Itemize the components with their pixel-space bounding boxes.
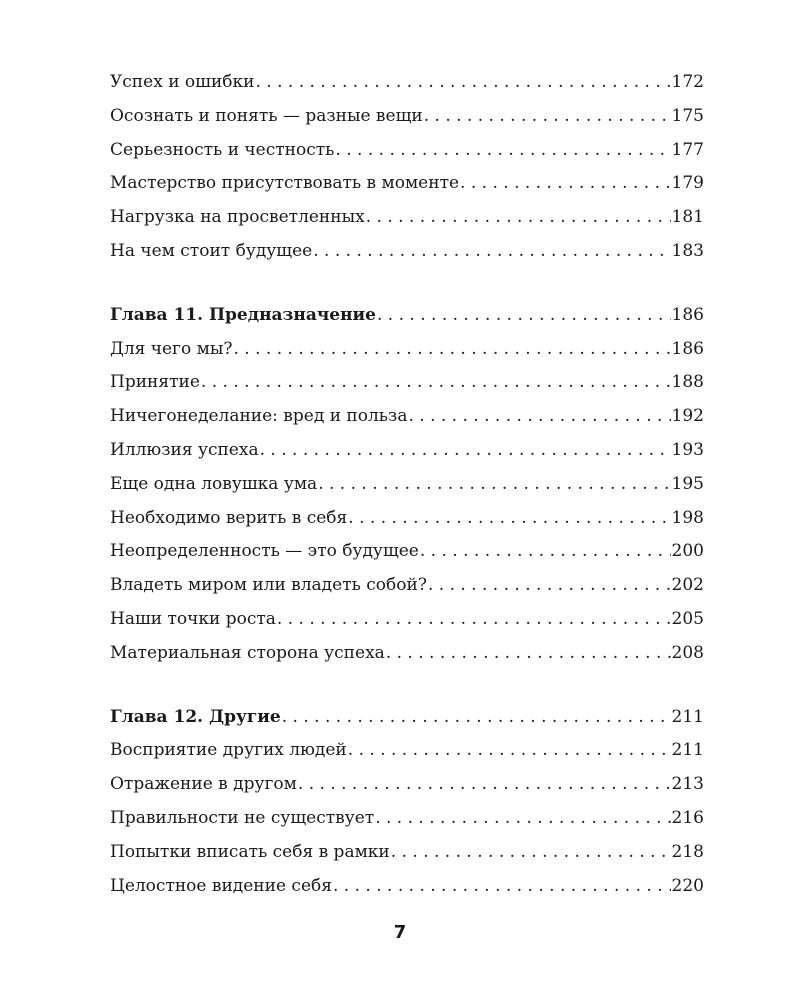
- toc-entry-title: Целостное видение себя: [110, 875, 332, 896]
- toc-entry-page: 211: [671, 740, 704, 761]
- dot-leader: [375, 802, 670, 836]
- toc-entry-page: 202: [671, 575, 704, 596]
- toc-entry[interactable]: [110, 235, 704, 269]
- toc-entry[interactable]: [110, 468, 704, 502]
- dot-leader: [348, 502, 670, 536]
- toc-entry-title: Осознать и понять — разные вещи: [110, 105, 423, 126]
- dot-leader: [335, 134, 670, 168]
- toc-entry-page: 211: [671, 706, 704, 727]
- toc-entry[interactable]: [110, 734, 704, 768]
- toc-entry-page: 188: [671, 372, 704, 393]
- dot-leader: [201, 366, 671, 400]
- toc-entry-page: 175: [671, 105, 704, 126]
- toc-entry[interactable]: [110, 870, 704, 904]
- dot-leader: [233, 333, 670, 367]
- toc-entry-title: На чем стоит будущее: [110, 240, 313, 261]
- dot-leader: [366, 201, 671, 235]
- toc-entry-page: 186: [671, 304, 704, 325]
- section-gap: [110, 269, 704, 299]
- dot-leader: [391, 836, 671, 870]
- toc-entry-page: 220: [671, 875, 704, 896]
- dot-leader: [460, 167, 671, 201]
- toc-entry-title: Попытки вписать себя в рамки: [110, 841, 390, 862]
- toc-entry-title: Отражение в другом: [110, 774, 297, 795]
- toc-entry-page: 181: [671, 207, 704, 228]
- toc-entry-title: Глава 12. Другие: [110, 706, 281, 727]
- dot-leader: [277, 603, 671, 637]
- toc-entry-page: 172: [671, 72, 704, 92]
- toc-entry[interactable]: [110, 400, 704, 434]
- dot-leader: [420, 535, 671, 569]
- toc-entry-title: Неопределенность — это будущее: [110, 541, 419, 562]
- toc-entry-page: 177: [671, 139, 704, 160]
- dot-leader: [298, 768, 671, 802]
- toc-entry-title: Для чего мы?: [110, 338, 233, 359]
- toc-entry-page: 179: [671, 173, 704, 194]
- toc-entry[interactable]: [110, 134, 704, 168]
- dot-leader: [424, 100, 671, 134]
- toc-entry[interactable]: [110, 569, 704, 603]
- toc-entry-title: Серьезность и честность: [110, 139, 335, 160]
- toc-entry[interactable]: [110, 535, 704, 569]
- toc-entry-title: Иллюзия успеха: [110, 439, 259, 460]
- toc-entry[interactable]: [110, 201, 704, 235]
- toc-entry-page: 218: [671, 841, 704, 862]
- toc-entry[interactable]: [110, 768, 704, 802]
- toc-chapter-heading[interactable]: [110, 701, 704, 735]
- dot-leader: [333, 870, 671, 904]
- dot-leader: [408, 400, 670, 434]
- toc-entry-page: 208: [671, 642, 704, 663]
- toc-entry-title: Правильности не существует: [110, 807, 375, 828]
- toc-entry[interactable]: [110, 802, 704, 836]
- toc-entry-title: Глава 11. Предназначение: [110, 304, 376, 325]
- dot-leader: [377, 299, 671, 333]
- dot-leader: [260, 434, 671, 468]
- toc-entry-title: Еще одна ловушка ума: [110, 473, 318, 494]
- dot-leader: [255, 66, 670, 100]
- toc-entry[interactable]: [110, 434, 704, 468]
- toc-entry[interactable]: [110, 637, 704, 671]
- toc-entry[interactable]: [110, 603, 704, 637]
- page-number: 7: [393, 922, 407, 943]
- toc-entry[interactable]: [110, 502, 704, 536]
- toc-entry-page: 192: [671, 406, 704, 427]
- toc-entry-title: Мастерство присутствовать в моменте: [110, 173, 460, 194]
- dot-leader: [348, 734, 671, 768]
- toc-entry-page: 186: [671, 338, 704, 359]
- toc-entry-page: 205: [671, 608, 704, 629]
- toc-entry-page: 213: [671, 774, 704, 795]
- toc-entry-page: 183: [671, 240, 704, 261]
- dot-leader: [313, 235, 670, 269]
- toc-entry[interactable]: [110, 333, 704, 367]
- toc-entry-page: 198: [671, 507, 704, 528]
- toc-entry-page: 216: [671, 807, 704, 828]
- table-of-contents: [110, 66, 704, 903]
- toc-entry-page: 200: [671, 541, 704, 562]
- toc-entry-title: Успех и ошибки: [110, 72, 255, 92]
- dot-leader: [428, 569, 671, 603]
- toc-entry-page: 195: [671, 473, 704, 494]
- toc-entry-title: Нагрузка на просветленных: [110, 207, 365, 228]
- toc-entry[interactable]: [110, 366, 704, 400]
- toc-entry[interactable]: [110, 836, 704, 870]
- toc-entry[interactable]: [110, 66, 704, 100]
- toc-entry-title: Ничегонеделание: вред и польза: [110, 406, 408, 427]
- toc-entry-title: Принятие: [110, 372, 200, 393]
- dot-leader: [318, 468, 670, 502]
- section-gap: [110, 671, 704, 701]
- toc-entry-title: Материальная сторона успеха: [110, 642, 385, 663]
- toc-entry-title: Наши точки роста: [110, 608, 276, 629]
- toc-entry-title: Необходимо верить в себя: [110, 507, 348, 528]
- dot-leader: [282, 701, 671, 735]
- toc-entry[interactable]: [110, 167, 704, 201]
- toc-entry-title: Восприятие других людей: [110, 740, 347, 761]
- toc-entry-page: 193: [671, 439, 704, 460]
- dot-leader: [386, 637, 671, 671]
- toc-entry[interactable]: [110, 100, 704, 134]
- toc-entry-title: Владеть миром или владеть собой?: [110, 575, 427, 596]
- toc-chapter-heading[interactable]: [110, 299, 704, 333]
